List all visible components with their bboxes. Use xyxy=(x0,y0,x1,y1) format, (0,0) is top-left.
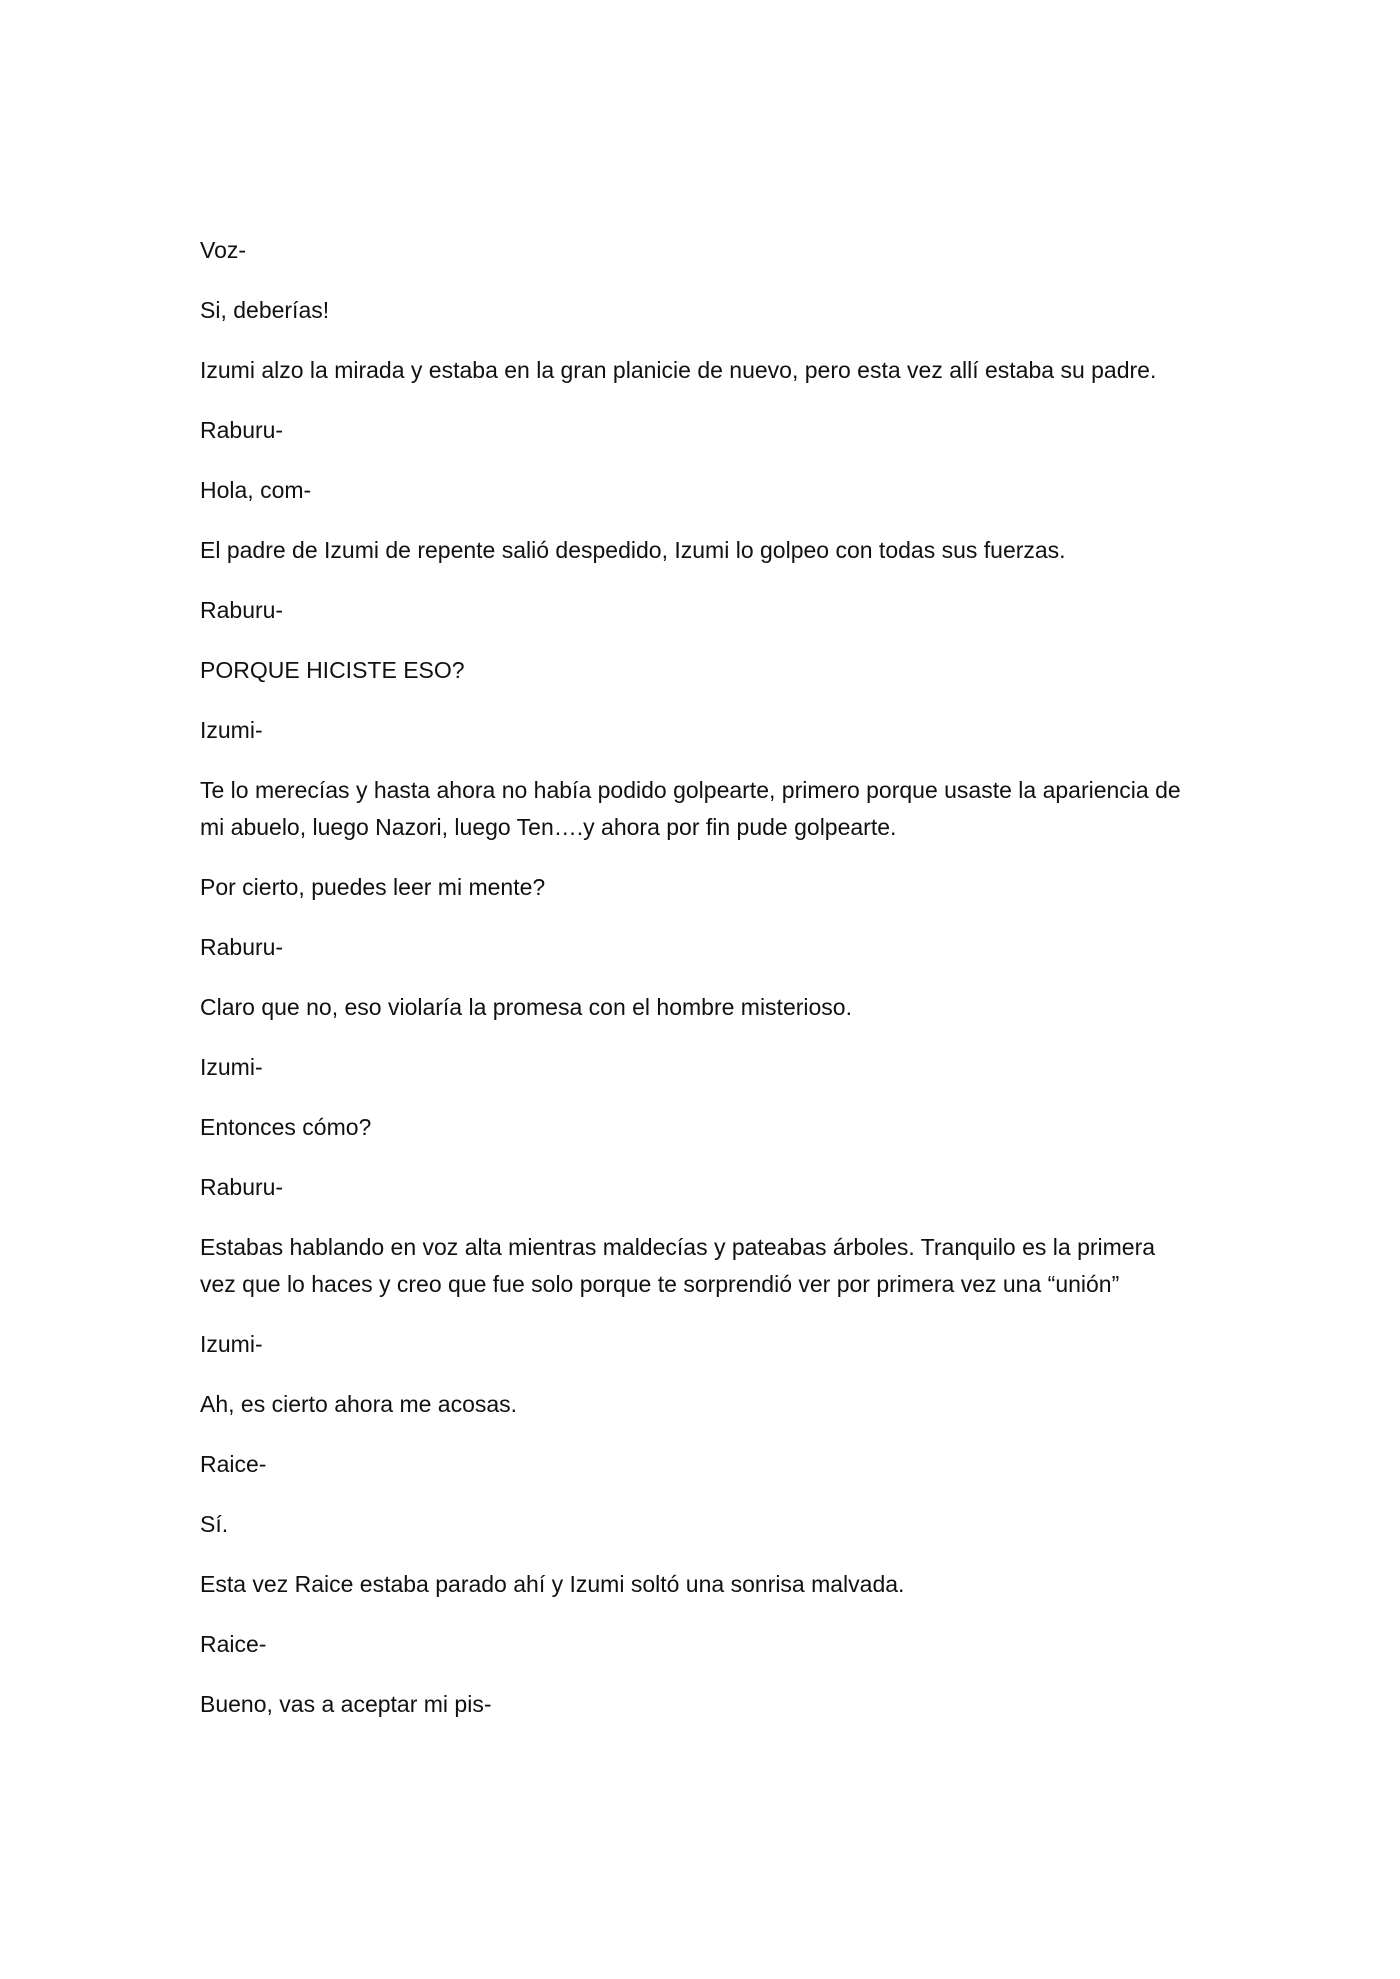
paragraph: Voz- xyxy=(200,237,247,263)
document-body xyxy=(200,232,1190,1746)
paragraph: Bueno, vas a aceptar mi pis- xyxy=(200,1691,492,1717)
paragraph: Por cierto, puedes leer mi mente? xyxy=(200,874,546,900)
paragraph: Claro que no, eso violaría la promesa con el hombre misterioso. xyxy=(200,994,852,1020)
paragraph: Entonces cómo? xyxy=(200,1114,372,1140)
paragraph: Izumi- xyxy=(200,1054,263,1080)
paragraph: Raice- xyxy=(200,1451,267,1477)
paragraph: Raburu- xyxy=(200,934,284,960)
paragraph: Raburu- xyxy=(200,417,284,443)
paragraph: Sí. xyxy=(200,1511,229,1537)
paragraph: El padre de Izumi de repente salió despedido, Izumi lo golpeo con todas sus fuerzas. xyxy=(200,537,1066,563)
paragraph: Si, deberías! xyxy=(200,297,330,323)
paragraph: PORQUE HICISTE ESO? xyxy=(200,657,465,683)
paragraph: Estabas hablando en voz alta mientras maldecías y pateabas árboles. Tranquilo es la primera vez que lo haces y creo que fue solo porque te sorprendió ver por primera vez una “unión” xyxy=(200,1234,1156,1297)
paragraph: Izumi- xyxy=(200,1331,263,1357)
paragraph: Izumi- xyxy=(200,717,263,743)
paragraph: Esta vez Raice estaba parado ahí y Izumi soltó una sonrisa malvada. xyxy=(200,1571,905,1597)
paragraph: Izumi alzo la mirada y estaba en la gran planicie de nuevo, pero esta vez allí estaba su padre. xyxy=(200,357,1157,383)
paragraph: Raice- xyxy=(200,1631,267,1657)
paragraph: Raburu- xyxy=(200,1174,284,1200)
paragraph: Raburu- xyxy=(200,597,284,623)
paragraph: Te lo merecías y hasta ahora no había podido golpearte, primero porque usaste la apariencia de mi abuelo, luego Nazori, luego Ten….y ahora por fin pude golpearte. xyxy=(200,777,1181,840)
paragraph: Ah, es cierto ahora me acosas. xyxy=(200,1391,518,1417)
paragraph: Hola, com- xyxy=(200,477,312,503)
